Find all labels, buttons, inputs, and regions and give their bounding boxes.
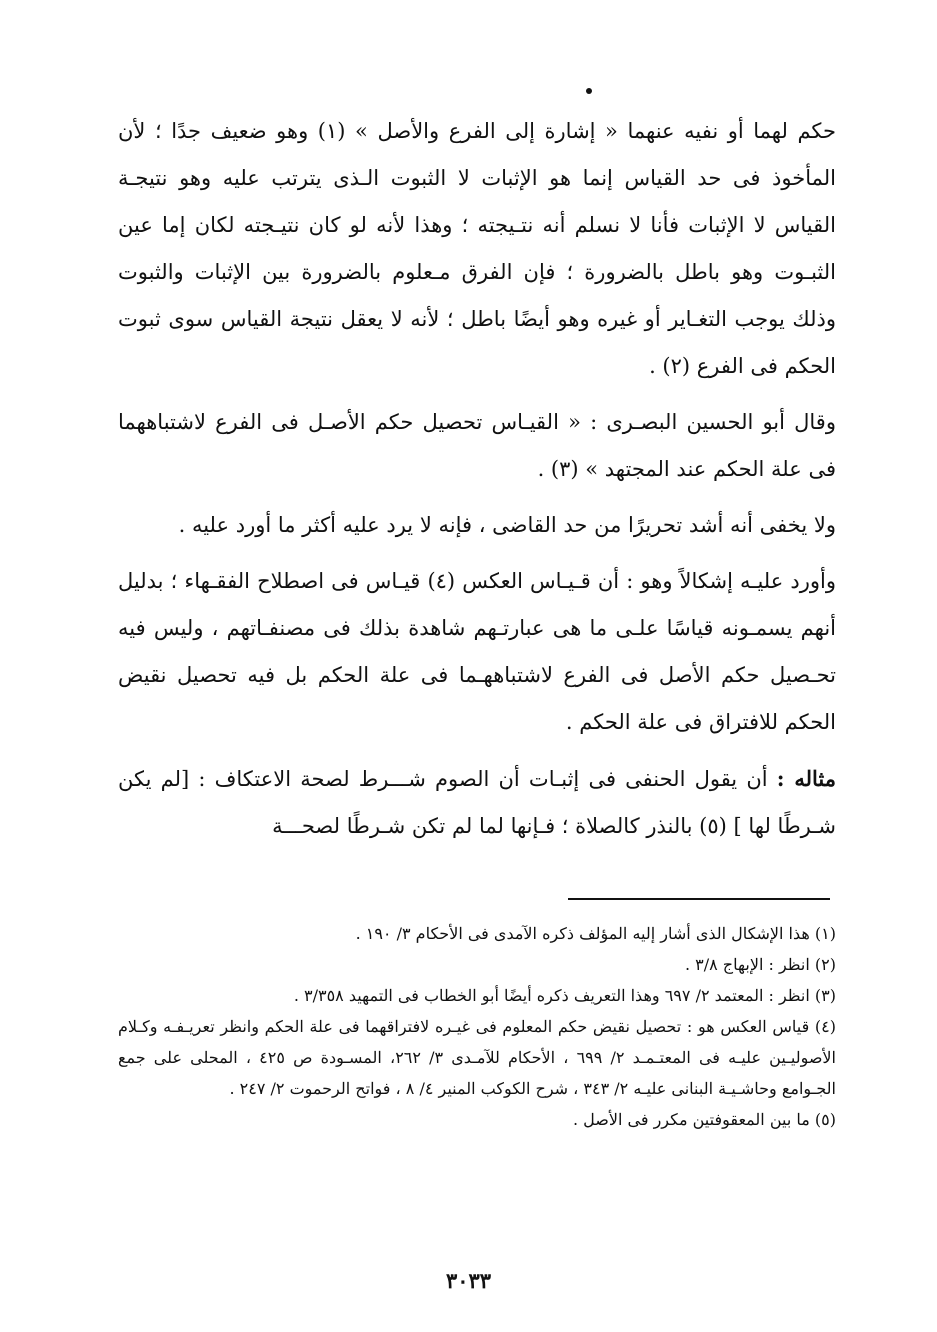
- example-lead: مثاله :: [776, 766, 836, 791]
- paragraph-3: ولا يخفى أنه أشد تحريرًا من حد القاضى ، فإنه لا يرد عليه أكثر ما أورد عليه .: [178, 513, 836, 537]
- paragraph-5: [118, 755, 836, 850]
- footnote-separator: [568, 898, 830, 900]
- footnote-4: (٤) قياس العكس هو : تحصيل نقيض حكم المعلوم فى غيـره لافتراقهما فى علة الحكم وانظر تعريـفـه وكـلام الأصوليـين عليـه فى المعتـمـد ٢/ ٦٩٩ ، الأحكام للآمـدى ٣/ ٢٦٢، المسـودة ص ٤٢٥ ، المحلى على جمع الجـوامع وحاشـيـة البنانى عليـه ٢/ ٣٤٣ ، شرح الكوكب المنير ٤/ ٨ ، فواتح الرحموت ٢/ ٢٤٧ .: [118, 1017, 836, 1098]
- paragraph-2: وقال أبو الحسين البصـرى : « القيـاس تحصيل حكم الأصـل فى الفرع لاشتباههما فى علة الحكم عند المجتهد » (٣) .: [118, 410, 836, 481]
- top-mark: [586, 88, 592, 94]
- footnote-3: (٣) انظر : المعتمد ٢/ ٦٩٧ وهذا التعريف ذكره أيضًا أبو الخطاب فى التمهيد ٣/٣٥٨ .: [293, 986, 836, 1005]
- footnotes: [118, 918, 836, 1135]
- page-number: ٣٠٣٣: [445, 1268, 492, 1293]
- paragraph-4: وأورد عليـه إشكالاً وهو : أن قـيـاس العكس (٤) قيـاس فى اصطلاح الفقـهاء ؛ بدليل أنهم يسمـونه قياسًا علـى ما هى عبارتـهم شاهدة بذلك فى مصنفـاتهم ، وليس فيه تحـصيل حكم الأصل فى الفرع لاشتباههـما فى علة الحكم بل فيه تحصيل نقيض الحكم للافتراق فى علة الحكم .: [118, 569, 836, 734]
- paragraph-5-text: أن يقول الحنفى فى إثبـات أن الصوم شـــرط لصحة الاعتكاف : [لم يكن شـرطًا لها ] (٥) بالنذر كالصلاة ؛ فـإنها لما لم تكن شـرطًا لصحـــة: [118, 767, 836, 838]
- main-text: [118, 108, 836, 850]
- footnote-1: (١) هذا الإشكال الذى أشار إليه المؤلف ذكره الآمدى فى الأحكام ٣/ ١٩٠ .: [355, 924, 836, 943]
- paragraph-1: حكم لهما أو نفيه عنهما « إشارة إلى الفرع والأصل » (١) وهو ضعيف جدًا ؛ لأن المأخوذ فى حد القياس إنما هو الإثبات لا الثبوت الـذى يترتب عليه وهو نتيجـة القياس لا الإثبات فأنا لا نسلم أنه نتـيجته ؛ وهذا لأنه لو كان نتيـجته لكان إما عين الثبـوت وهو باطل بالضرورة ؛ فإن الفرق مـعلوم بالضرورة بين الإثبات والثبوت وذلك يوجب التغـاير أو غيره وهو أيضًا باطل ؛ لأنه لا يعقل نتيجة القياس سوى ثبوت الحكم فى الفرع (٢) .: [118, 119, 837, 378]
- footnote-5: (٥) ما بين المعقوفتين مكرر فى الأصل .: [572, 1110, 836, 1129]
- footnote-2: (٢) انظر : الإبهاج ٣/٨ .: [684, 955, 836, 974]
